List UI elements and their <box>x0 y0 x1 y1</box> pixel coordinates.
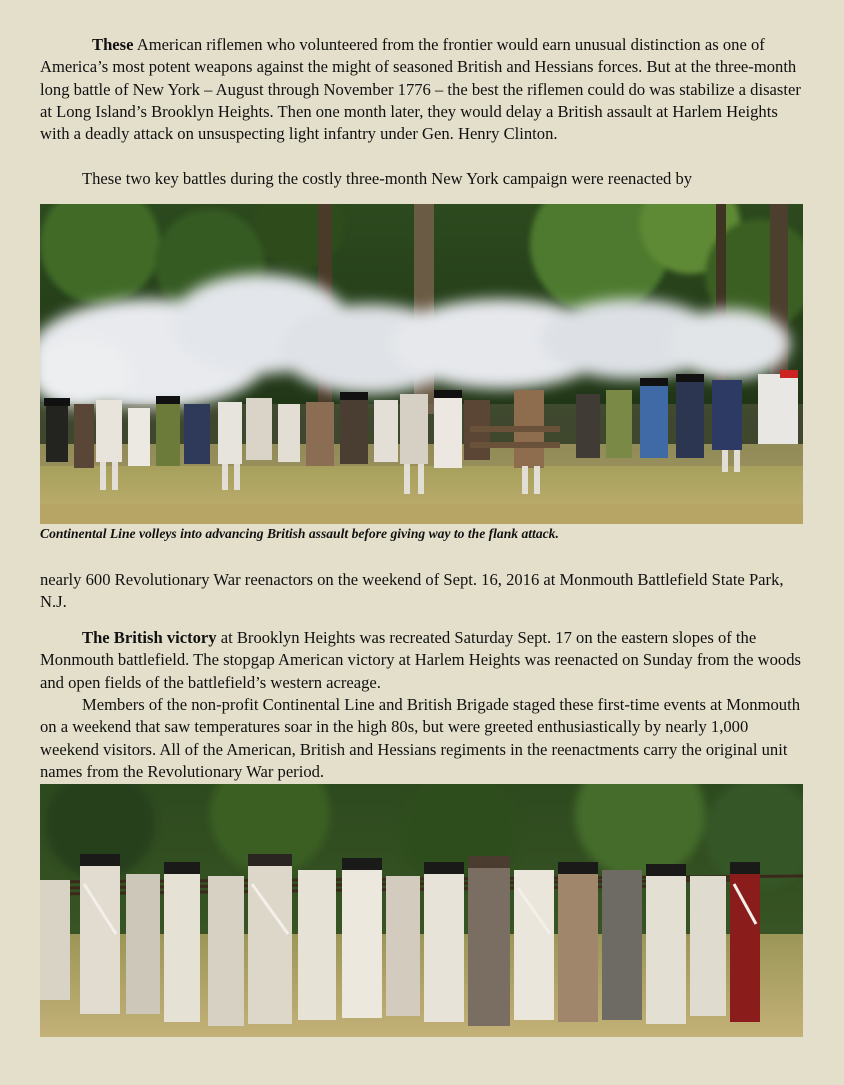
intro-text: American riflemen who volunteered from the frontier would earn unusual distinction as one of America’s most potent weapons against the might of seasoned British and Hessians forces. But at the three-month long battle of New York – August through November 1776 – the best the riflemen could do was stabilize a disaster at Long Island’s Brooklyn Heights. Then one month later, they would delay a British assault at Harlem Heights with a deadly attack on unsuspecting light infantry under Gen. Henry Clinton. <box>40 35 801 144</box>
photo-continental-line-volley <box>40 204 803 524</box>
photo-firing-line <box>40 784 803 1037</box>
british-victory-paragraph <box>40 627 810 694</box>
reenactment-paragraph-continued: nearly 600 Revolutionary War reenactors on the weekend of Sept. 16, 2016 at Monmouth Battlefield State Park, N.J. <box>40 570 784 612</box>
members-paragraph: Members of the non-profit Continental Line and British Brigade staged these first-time events at Monmouth on a weekend that saw temperatures soar in the high 80s, but were greeted enthusiastically by nearly 1,000 weekend visitors. All of the American, British and Hessians regiments in the reenactments carry the original unit names from the Revolutionary War period. <box>40 695 800 781</box>
british-victory-text: at Brooklyn Heights was recreated Saturday Sept. 17 on the eastern slopes of the Monmouth battlefield. The stopgap American victory at Harlem Heights was reenacted on Sunday from the woods and open fields of the battlefield’s western acreage. <box>40 628 801 692</box>
intro-lead: These <box>92 35 134 54</box>
british-victory-lead: The British victory <box>82 628 217 647</box>
intro-paragraph <box>40 34 810 145</box>
reenactment-paragraph-start: These two key battles during the costly three-month New York campaign were reenacted by <box>82 169 693 188</box>
photo1-caption: Continental Line volleys into advancing British assault before giving way to the flank attack. <box>40 526 559 541</box>
